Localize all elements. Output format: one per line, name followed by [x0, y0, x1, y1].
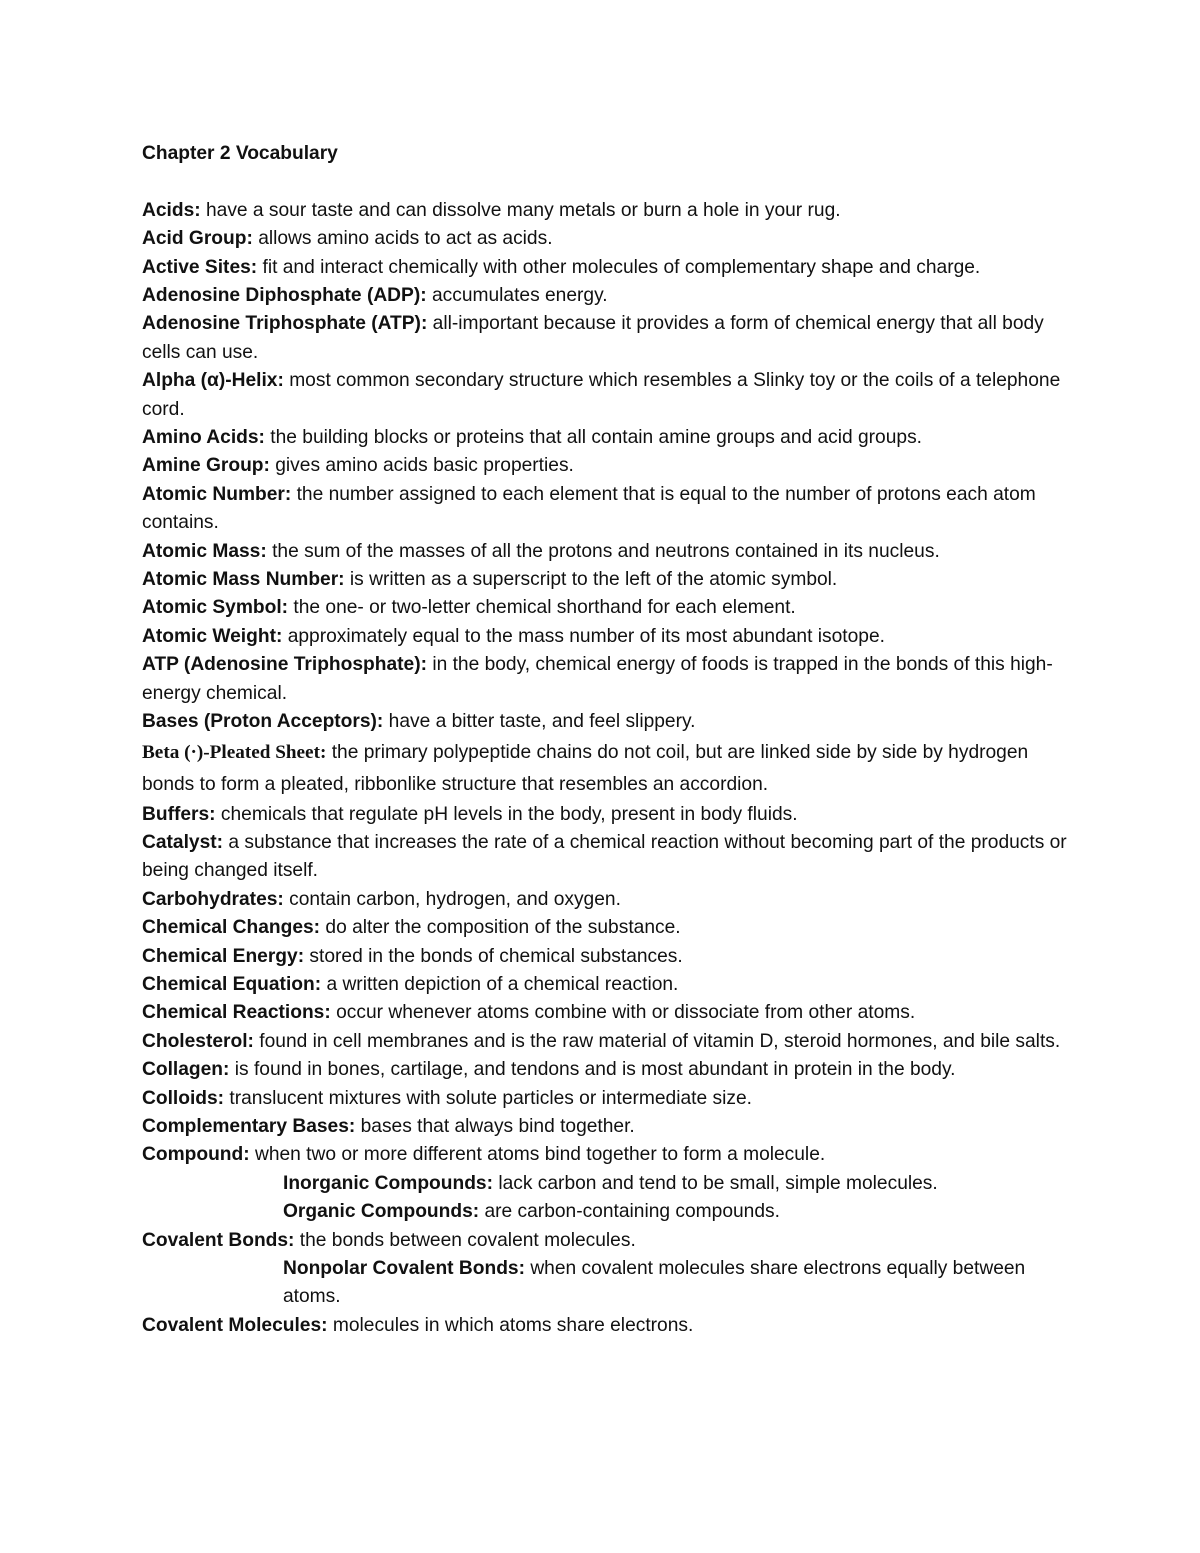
vocab-term: Cholesterol:	[142, 1030, 254, 1052]
vocab-definition: chemicals that regulate pH levels in the body, present in body fluids.	[215, 803, 798, 825]
vocab-term: Atomic Number:	[142, 483, 292, 505]
vocab-term: Chemical Reactions:	[142, 1002, 331, 1024]
vocab-definition: molecules in which atoms share electrons.	[327, 1314, 694, 1336]
vocab-entry-chemical-changes	[142, 914, 1067, 942]
vocab-entry-collagen	[142, 1056, 1067, 1084]
vocab-entry-acid-group	[142, 225, 1067, 253]
document-title: Chapter 2 Vocabulary	[142, 143, 338, 164]
vocab-entry-atomic-number	[142, 481, 1067, 538]
vocab-entry-organic-compounds	[142, 1198, 1067, 1226]
vocab-entry-alpha-helix	[142, 367, 1067, 424]
vocab-definition: fit and interact chemically with other molecules of complementary shape and charge.	[257, 256, 981, 278]
vocab-definition: the bonds between covalent molecules.	[294, 1229, 636, 1251]
vocab-term: Covalent Bonds:	[142, 1229, 295, 1251]
vocab-entry-nonpolar-covalent-bonds	[142, 1255, 1067, 1312]
vocab-definition: the one- or two-letter chemical shorthand for each element.	[288, 597, 796, 619]
vocab-entry-acids	[142, 197, 1067, 225]
vocab-term: Complementary Bases:	[142, 1115, 356, 1137]
vocab-definition: do alter the composition of the substance.	[320, 917, 681, 939]
vocab-entry-chemical-reactions	[142, 999, 1067, 1027]
vocab-term: Amino Acids:	[142, 427, 265, 449]
vocab-entry-buffers	[142, 801, 1067, 829]
vocab-entry-inorganic-compounds	[142, 1170, 1067, 1198]
vocab-entry-atomic-mass-number	[142, 566, 1067, 594]
vocab-entry-active-sites	[142, 254, 1067, 282]
vocab-definition: a written depiction of a chemical reaction.	[321, 973, 679, 995]
vocab-entry-chemical-equation	[142, 971, 1067, 999]
vocab-definition: when two or more different atoms bind together to form a molecule.	[249, 1144, 826, 1166]
vocab-definition: is written as a superscript to the left of the atomic symbol.	[344, 569, 838, 591]
vocab-definition: when covalent molecules share electrons equally between atoms.	[283, 1258, 1026, 1308]
vocab-definition: have a sour taste and can dissolve many metals or burn a hole in your rug.	[200, 199, 841, 221]
vocab-entry-amine-group	[142, 452, 1067, 480]
vocab-entry-atp	[142, 310, 1067, 367]
vocab-term: Collagen:	[142, 1059, 230, 1081]
vocab-entry-catalyst	[142, 829, 1067, 886]
vocab-term: Beta (·)-Pleated Sheet:	[142, 741, 327, 763]
vocab-definition: the building blocks or proteins that all contain amine groups and acid groups.	[264, 427, 922, 449]
vocab-term: Colloids:	[142, 1087, 225, 1109]
vocab-definition: allows amino acids to act as acids.	[252, 228, 553, 250]
vocab-term: Atomic Weight:	[142, 625, 283, 647]
vocab-term: Buffers:	[142, 803, 216, 825]
vocab-term: Atomic Mass Number:	[142, 569, 345, 591]
vocab-definition: are carbon-containing compounds.	[479, 1201, 780, 1223]
vocab-entry-chemical-energy	[142, 943, 1067, 971]
vocab-entry-colloids	[142, 1085, 1067, 1113]
vocab-term: Acids:	[142, 199, 201, 221]
vocab-term: Amine Group:	[142, 455, 270, 477]
vocab-term: Covalent Molecules:	[142, 1314, 328, 1336]
vocab-term: Alpha (α)-Helix:	[142, 370, 284, 392]
vocab-term: Chemical Changes:	[142, 917, 321, 939]
vocab-definition: the sum of the masses of all the protons and neutrons contained in its nucleus.	[266, 540, 940, 562]
vocab-definition: contain carbon, hydrogen, and oxygen.	[283, 888, 621, 910]
vocab-term: Catalyst:	[142, 831, 224, 853]
vocab-term: Carbohydrates:	[142, 888, 284, 910]
vocab-term: Organic Compounds:	[283, 1201, 480, 1223]
vocab-entry-beta-pleated-sheet	[142, 737, 1067, 801]
vocab-term: Atomic Symbol:	[142, 597, 289, 619]
vocab-entry-covalent-bonds	[142, 1227, 1067, 1255]
vocab-term: Compound:	[142, 1144, 250, 1166]
vocab-entry-complementary-bases	[142, 1113, 1067, 1141]
vocab-term: Acid Group:	[142, 228, 253, 250]
vocab-definition: most common secondary structure which resembles a Slinky toy or the coils of a telephone cord.	[142, 370, 1061, 420]
vocab-term: Adenosine Triphosphate (ATP):	[142, 313, 428, 335]
vocab-entry-carbohydrates	[142, 886, 1067, 914]
vocab-term: Adenosine Diphosphate (ADP):	[142, 285, 427, 307]
vocab-term: ATP (Adenosine Triphosphate):	[142, 654, 427, 676]
vocab-definition: the primary polypeptide chains do not coil, but are linked side by side by hydrogen bonds to form a pleated, ribbonlike structure that resembles an accordion.	[142, 741, 1029, 795]
vocab-definition: have a bitter taste, and feel slippery.	[383, 711, 696, 733]
vocab-entry-atomic-symbol	[142, 594, 1067, 622]
vocab-definition: approximately equal to the mass number of its most abundant isotope.	[282, 625, 885, 647]
vocab-definition: gives amino acids basic properties.	[269, 455, 574, 477]
vocab-definition: a substance that increases the rate of a chemical reaction without becoming part of the products or being changed itself.	[142, 831, 1067, 882]
vocab-definition: in the body, chemical energy of foods is trapped in the bonds of this high-energy chemical.	[142, 654, 1053, 704]
vocab-definition: occur whenever atoms combine with or dissociate from other atoms.	[330, 1002, 916, 1024]
vocab-term: Chemical Equation:	[142, 973, 322, 995]
vocab-definition: translucent mixtures with solute particles or intermediate size.	[224, 1087, 752, 1109]
vocab-term: Bases (Proton Acceptors):	[142, 711, 384, 733]
vocab-term: Active Sites:	[142, 256, 258, 278]
vocab-definition: all-important because it provides a form of chemical energy that all body cells can use.	[142, 313, 1044, 363]
vocab-entry-amino-acids	[142, 424, 1067, 452]
vocab-definition: lack carbon and tend to be small, simple molecules.	[493, 1172, 938, 1194]
vocab-term: Atomic Mass:	[142, 540, 267, 562]
vocab-term: Inorganic Compounds:	[283, 1172, 493, 1194]
vocab-entry-cholesterol	[142, 1028, 1067, 1056]
vocab-definition: accumulates energy.	[426, 285, 608, 307]
vocab-term: Chemical Energy:	[142, 945, 305, 967]
document-body	[142, 140, 1067, 1340]
vocab-definition: is found in bones, cartilage, and tendons and is most abundant in protein in the body.	[229, 1059, 956, 1081]
vocab-entry-adp	[142, 282, 1067, 310]
vocab-entry-atp-2	[142, 651, 1067, 708]
vocab-definition: bases that always bind together.	[355, 1115, 635, 1137]
vocab-definition: the number assigned to each element that is equal to the number of protons each atom contains.	[142, 483, 1036, 534]
vocab-term: Nonpolar Covalent Bonds:	[283, 1258, 525, 1280]
vocab-entry-bases	[142, 708, 1067, 736]
vocab-entry-compound	[142, 1141, 1067, 1169]
vocab-entry-atomic-mass	[142, 538, 1067, 566]
vocab-definition: stored in the bonds of chemical substances.	[304, 945, 683, 967]
vocab-entry-atomic-weight	[142, 623, 1067, 651]
vocab-entry-covalent-molecules	[142, 1312, 1067, 1340]
vocab-definition: found in cell membranes and is the raw material of vitamin D, steroid hormones, and bile salts.	[253, 1030, 1061, 1052]
